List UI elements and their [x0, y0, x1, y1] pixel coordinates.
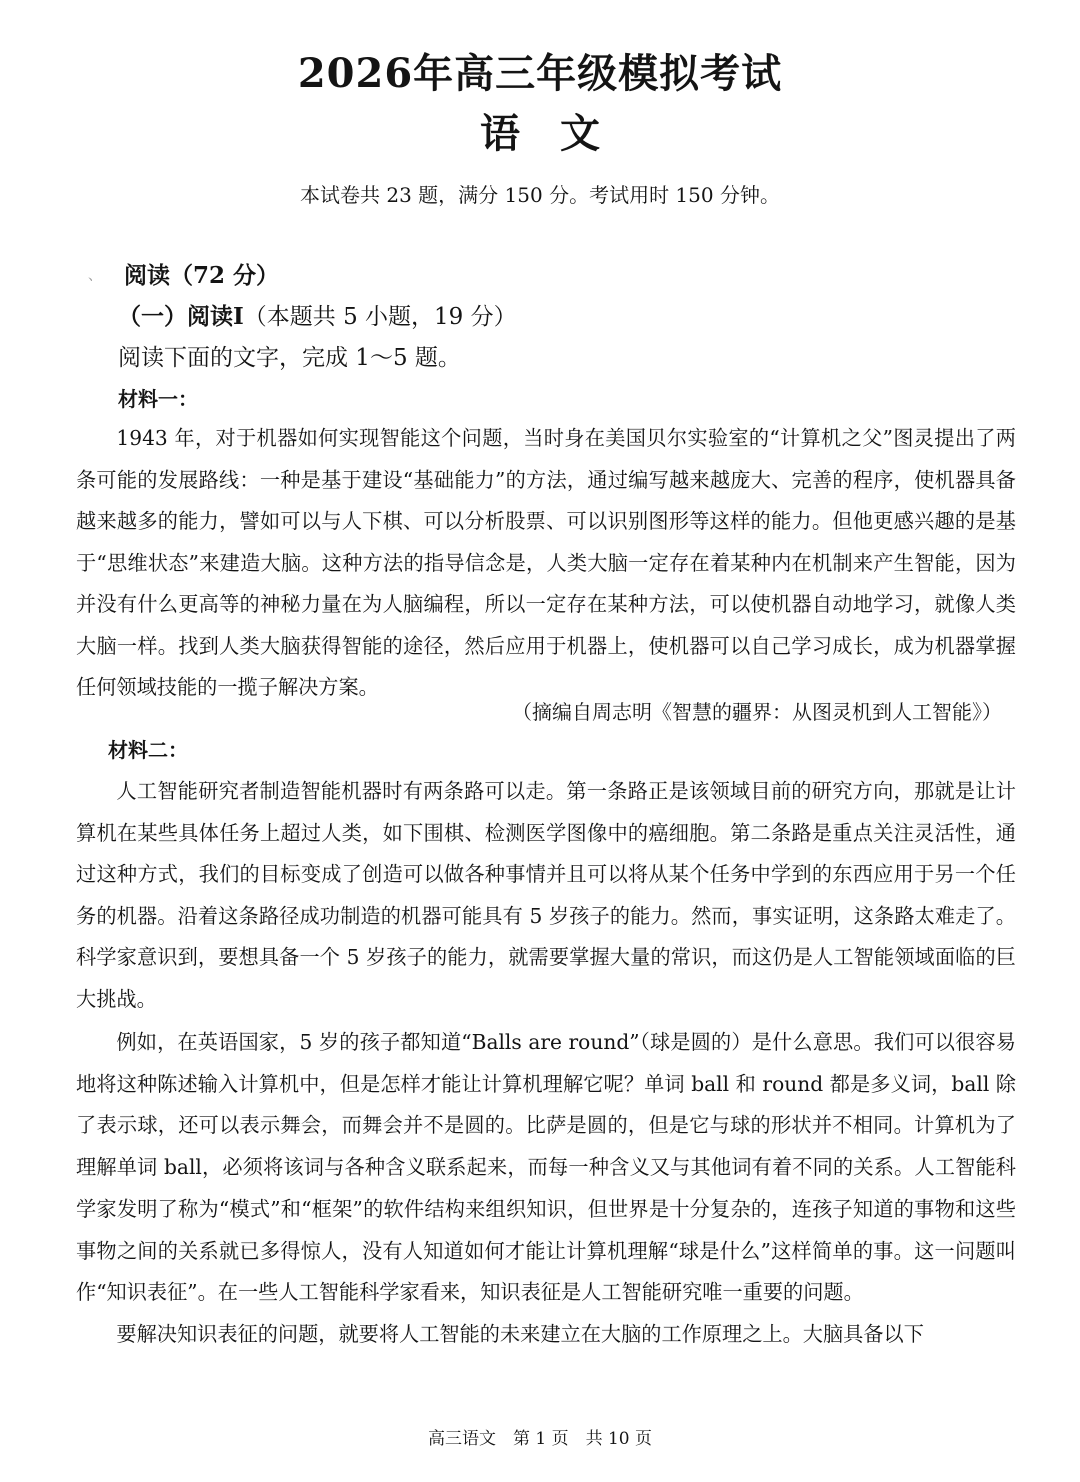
sub-heading-label: （一）阅读Ⅰ [118, 303, 244, 330]
section-number-mark: 、 [88, 268, 102, 284]
section-heading: 阅读（72 分） [124, 262, 280, 289]
sub-section-heading [118, 299, 517, 335]
page-footer: 高三语文 第 1 页 共 10 页 [427, 1429, 653, 1449]
material-two-paragraph-3: 要解决知识表征的问题，就要将人工智能的未来建立在大脑的工作原理之上。大脑具备以下 [116, 1322, 924, 1346]
material-one-source: （摘编自周志明《智慧的疆界：从图灵机到人工智能》） [512, 700, 1002, 724]
subject-title: 语 文 [480, 110, 600, 157]
exam-info: 本试卷共 23 题，满分 150 分。考试用时 150 分钟。 [300, 183, 780, 207]
material-two-label: 材料二： [108, 738, 188, 762]
exam-title: 2026年高三年级模拟考试 [297, 50, 783, 97]
reading-instruction: 阅读下面的文字，完成 1～5 题。 [118, 345, 461, 371]
material-one-label: 材料一： [118, 387, 198, 411]
sub-heading-detail: （本题共 5 小题，19 分） [243, 304, 517, 330]
material-two-paragraph-2: 例如，在英语国家，5 岁的孩子都知道“Balls are round”（球是圆的）是什么意思。我们可以很容易地将这种陈述输入计算机中，但是怎样才能让计算机理解它呢？单词 ball 和 round 都是多义词，ball 除了表示球，还可以表示舞会，而舞会并不是圆的。比萨是圆的，但是它与球的形状并不相同。计算机为了理解单词 ball，必须将该词与各种含义联系起来，而每一种含义又与其他词有着不同的关系。人工智能科学家发明了称为“模式”和“框架”的软件结构来组织知识，但世界是十分复杂的，连孩子知道的事物和这些事物之间的关系就已多得惊人，没有人知道如何才能让计算机理解“球是什么”这样简单的事。这一问题叫作“知识表征”。在一些人工智能科学家看来，知识表征是人工智能研究唯一重要的问题。 [76, 1030, 1016, 1305]
material-two-paragraph-1: 人工智能研究者制造智能机器时有两条路可以走。第一条路正是该领域目前的研究方向，那就是让计算机在某些具体任务上超过人类，如下围棋、检测医学图像中的癌细胞。第二条路是重点关注灵活性，通过这种方式，我们的目标变成了创造可以做各种事情并且可以将从某个任务中学到的东西应用于另一个任务的机器。沿着这条路径成功制造的机器可能具有 5 岁孩子的能力。然而，事实证明，这条路太难走了。科学家意识到，要想具备一个 5 岁孩子的能力，就需要掌握大量的常识，而这仍是人工智能领域面临的巨大挑战。 [76, 779, 1016, 1011]
material-one-paragraph: 1943 年，对于机器如何实现智能这个问题，当时身在美国贝尔实验室的“计算机之父”图灵提出了两条可能的发展路线：一种是基于建设“基础能力”的方法，通过编写越来越庞大、完善的程序，使机器具备越来越多的能力，譬如可以与人下棋、可以分析股票、可以识别图形等这样的能力。但他更感兴趣的是基于“思维状态”来建造大脑。这种方法的指导信念是，人类大脑一定存在着某种内在机制来产生智能，因为并没有什么更高等的神秘力量在为人脑编程，所以一定存在某种方法，可以使机器自动地学习，就像人类大脑一样。找到人类大脑获得智能的途径，然后应用于机器上，使机器可以自己学习成长，成为机器掌握任何领域技能的一揽子解决方案。 [76, 426, 1016, 699]
